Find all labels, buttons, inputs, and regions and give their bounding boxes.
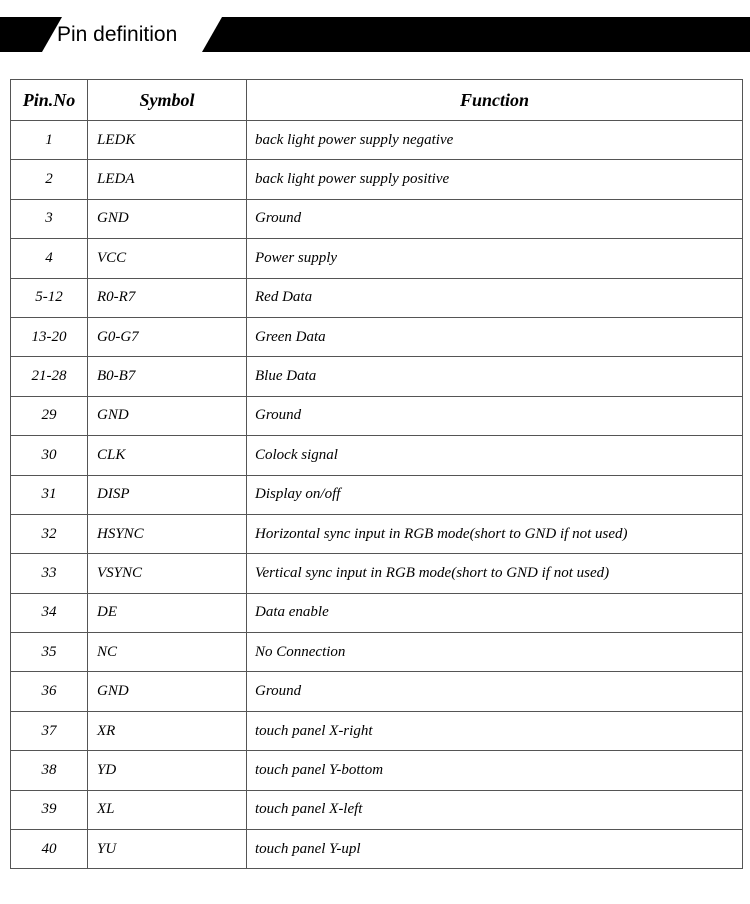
function-cell: Display on/off <box>247 475 743 514</box>
pin-number-cell: 21-28 <box>11 357 88 396</box>
function-cell: Ground <box>247 672 743 711</box>
table-row <box>11 121 743 160</box>
function-cell: Data enable <box>247 593 743 632</box>
section-banner <box>0 17 750 52</box>
section-title: Pin definition <box>57 23 178 46</box>
pin-number-cell: 40 <box>11 830 88 869</box>
symbol-cell: VCC <box>88 239 247 278</box>
pin-number-cell: 29 <box>11 396 88 435</box>
pin-number-cell: 1 <box>11 121 88 160</box>
table-row <box>11 830 743 869</box>
symbol-cell: GND <box>88 199 247 238</box>
table-row <box>11 396 743 435</box>
column-header-symbol: Symbol <box>88 80 247 121</box>
table-row <box>11 475 743 514</box>
table-row <box>11 199 743 238</box>
symbol-cell: YU <box>88 830 247 869</box>
function-cell: touch panel X-left <box>247 790 743 829</box>
pin-number-cell: 36 <box>11 672 88 711</box>
table-row <box>11 633 743 672</box>
pin-number-cell: 35 <box>11 633 88 672</box>
table-row <box>11 514 743 553</box>
function-cell: Colock signal <box>247 436 743 475</box>
pin-number-cell: 32 <box>11 514 88 553</box>
function-cell: Power supply <box>247 239 743 278</box>
pin-number-cell: 4 <box>11 239 88 278</box>
column-header-pin-no: Pin.No <box>11 80 88 121</box>
pin-number-cell: 37 <box>11 711 88 750</box>
table-header-row <box>11 80 743 121</box>
symbol-cell: XR <box>88 711 247 750</box>
pin-number-cell: 38 <box>11 751 88 790</box>
table-row <box>11 672 743 711</box>
pin-number-cell: 33 <box>11 554 88 593</box>
pin-number-cell: 31 <box>11 475 88 514</box>
pin-number-cell: 5-12 <box>11 278 88 317</box>
table-row <box>11 160 743 199</box>
function-cell: Ground <box>247 396 743 435</box>
table-row <box>11 317 743 356</box>
function-cell: No Connection <box>247 633 743 672</box>
table-row <box>11 239 743 278</box>
function-cell: Green Data <box>247 317 743 356</box>
table-row <box>11 357 743 396</box>
table-row <box>11 711 743 750</box>
function-cell: touch panel X-right <box>247 711 743 750</box>
function-cell: touch panel Y-bottom <box>247 751 743 790</box>
symbol-cell: LEDA <box>88 160 247 199</box>
function-cell: Horizontal sync input in RGB mode(short to GND if not used) <box>247 514 743 553</box>
symbol-cell: YD <box>88 751 247 790</box>
pin-definition-table <box>10 79 743 869</box>
symbol-cell: HSYNC <box>88 514 247 553</box>
function-cell: touch panel Y-upl <box>247 830 743 869</box>
symbol-cell: R0-R7 <box>88 278 247 317</box>
pin-number-cell: 3 <box>11 199 88 238</box>
function-cell: Blue Data <box>247 357 743 396</box>
pin-number-cell: 34 <box>11 593 88 632</box>
table-row <box>11 593 743 632</box>
pin-number-cell: 30 <box>11 436 88 475</box>
symbol-cell: CLK <box>88 436 247 475</box>
symbol-cell: NC <box>88 633 247 672</box>
symbol-cell: GND <box>88 672 247 711</box>
pin-number-cell: 13-20 <box>11 317 88 356</box>
symbol-cell: LEDK <box>88 121 247 160</box>
table-row <box>11 278 743 317</box>
table-row <box>11 436 743 475</box>
pin-number-cell: 39 <box>11 790 88 829</box>
symbol-cell: DE <box>88 593 247 632</box>
function-cell: back light power supply positive <box>247 160 743 199</box>
symbol-cell: GND <box>88 396 247 435</box>
symbol-cell: G0-G7 <box>88 317 247 356</box>
table-row <box>11 554 743 593</box>
symbol-cell: B0-B7 <box>88 357 247 396</box>
table-row <box>11 751 743 790</box>
table-row <box>11 790 743 829</box>
function-cell: Vertical sync input in RGB mode(short to GND if not used) <box>247 554 743 593</box>
column-header-function: Function <box>247 80 743 121</box>
symbol-cell: XL <box>88 790 247 829</box>
symbol-cell: DISP <box>88 475 247 514</box>
function-cell: back light power supply negative <box>247 121 743 160</box>
function-cell: Red Data <box>247 278 743 317</box>
symbol-cell: VSYNC <box>88 554 247 593</box>
function-cell: Ground <box>247 199 743 238</box>
pin-number-cell: 2 <box>11 160 88 199</box>
